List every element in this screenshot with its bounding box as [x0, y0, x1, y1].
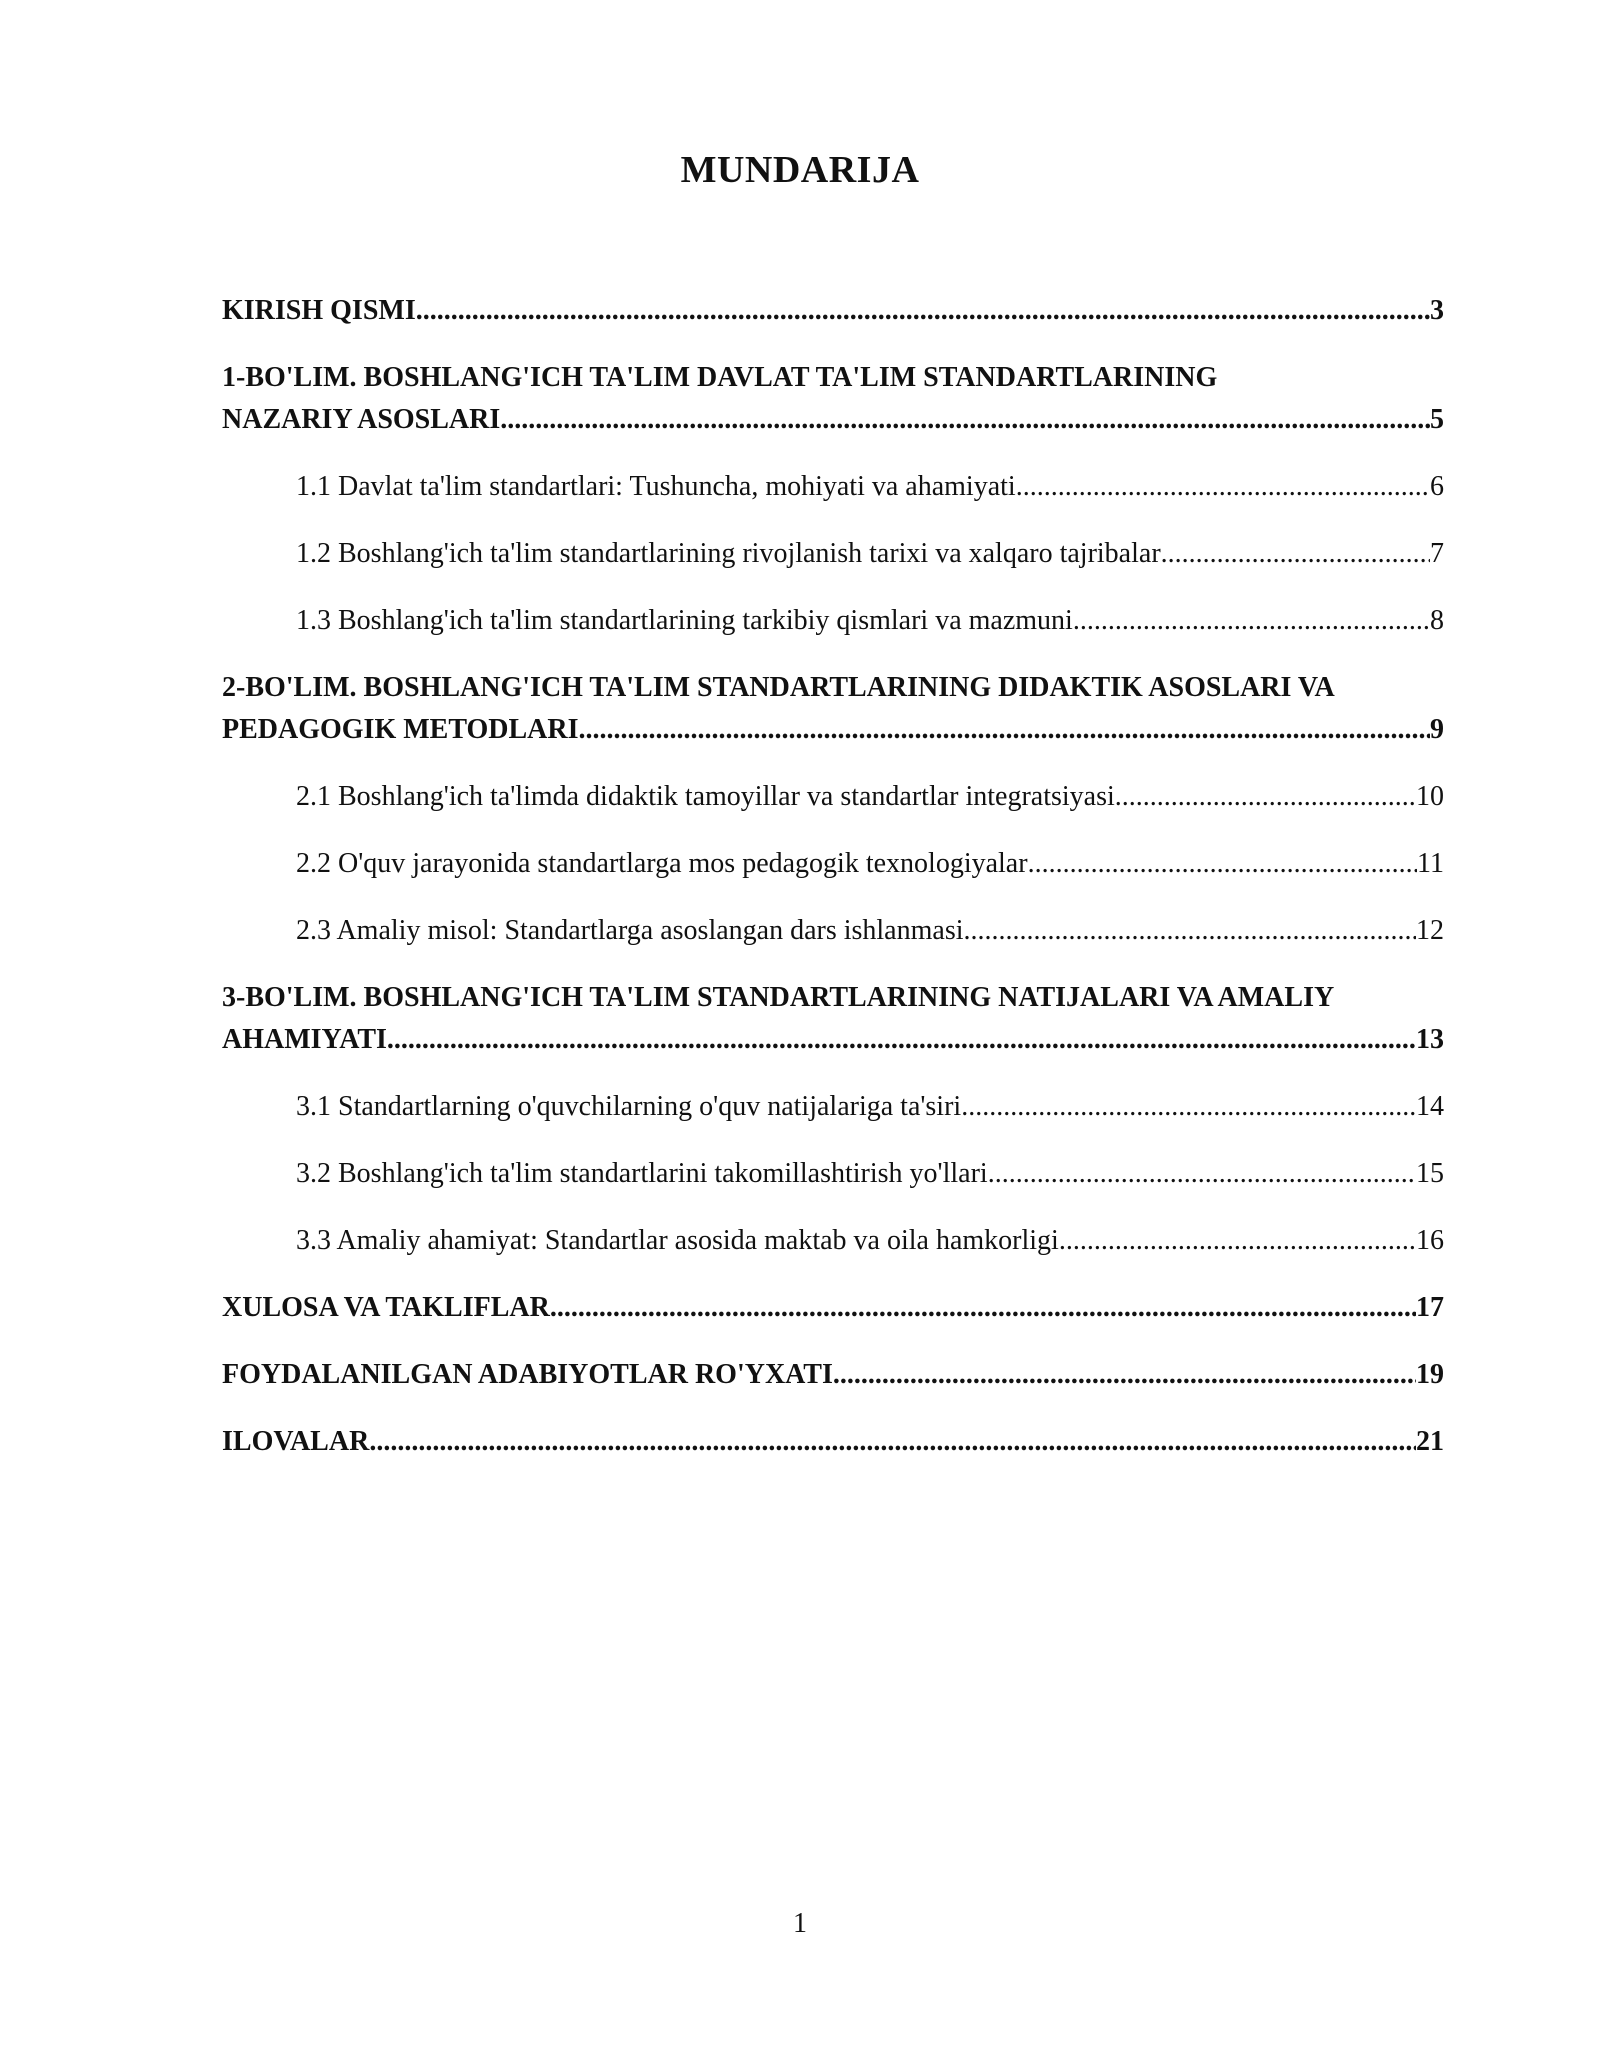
toc-dot-leader [1059, 1220, 1416, 1262]
toc-entry-label: 1-BO'LIM. BOSHLANG'ICH TA'LIM DAVLAT TA'LIM STANDARTLARINING [222, 362, 1218, 393]
toc-entry-1-1[interactable] [222, 466, 1444, 508]
toc-entry-2-1[interactable] [222, 776, 1444, 818]
toc-entry-chapter-1[interactable] [222, 357, 1444, 441]
toc-dot-leader [1073, 600, 1430, 642]
toc-entry-label: 3-BO'LIM. BOSHLANG'ICH TA'LIM STANDARTLARINING NATIJALARI VA AMALIY [222, 982, 1335, 1013]
toc-entry-label: 2.3 Amaliy misol: Standartlarga asoslangan dars ishlanmasi [296, 915, 964, 946]
toc-page-number: 3 [1430, 295, 1444, 326]
toc-page-number: 5 [1430, 404, 1444, 435]
toc-entry-label: 2.1 Boshlang'ich ta'limda didaktik tamoyillar va standartlar integratsiyasi [296, 781, 1115, 812]
toc-page-number: 6 [1430, 471, 1444, 502]
toc-entry-label: KIRISH QISMI [222, 295, 416, 326]
page-title: MUNDARIJA [680, 149, 920, 191]
toc-dot-leader [500, 399, 1430, 441]
toc-dot-leader [1115, 776, 1416, 818]
page-number: 1 [793, 1908, 807, 1939]
toc-entry-label: 2.2 O'quv jarayonida standartlarga mos pedagogik texnologiyalar [296, 848, 1028, 879]
table-of-contents [222, 290, 1444, 1488]
toc-entry-1-3[interactable] [222, 600, 1444, 642]
toc-page-number: 21 [1416, 1426, 1444, 1457]
toc-entry-xulosa[interactable] [222, 1287, 1444, 1329]
toc-entry-chapter-3[interactable] [222, 977, 1444, 1061]
toc-entry-label: 1.3 Boshlang'ich ta'lim standartlarining tarkibiy qismlari va mazmuni [296, 605, 1073, 636]
toc-page-number: 14 [1416, 1091, 1444, 1122]
toc-page-number: 12 [1416, 915, 1444, 946]
toc-entry-2-2[interactable] [222, 843, 1444, 885]
toc-entry-label: 3.2 Boshlang'ich ta'lim standartlarini takomillashtirish yo'llari [296, 1158, 988, 1189]
toc-entry-label: 2-BO'LIM. BOSHLANG'ICH TA'LIM STANDARTLARINING DIDAKTIK ASOSLARI VA [222, 672, 1335, 703]
toc-page-number: 13 [1416, 1024, 1444, 1055]
toc-page-number: 19 [1416, 1359, 1444, 1390]
toc-page-number: 9 [1430, 714, 1444, 745]
toc-entry-label: FOYDALANILGAN ADABIYOTLAR RO'YXATI [222, 1359, 833, 1390]
toc-dot-leader [369, 1421, 1416, 1463]
toc-entry-2-3[interactable] [222, 910, 1444, 952]
toc-entry-chapter-2[interactable] [222, 667, 1444, 751]
toc-dot-leader [988, 1153, 1416, 1195]
toc-page-number: 8 [1430, 605, 1444, 636]
toc-dot-leader [387, 1019, 1416, 1061]
toc-dot-leader [833, 1354, 1416, 1396]
toc-entry-label-continued: PEDAGOGIK METODLARI [222, 714, 579, 745]
toc-entry-label: 3.1 Standartlarning o'quvchilarning o'quv natijalariga ta'siri [296, 1091, 962, 1122]
toc-entry-label: 1.2 Boshlang'ich ta'lim standartlarining rivojlanish tarixi va xalqaro tajribalar [296, 538, 1161, 569]
toc-entry-label: XULOSA VA TAKLIFLAR [222, 1292, 550, 1323]
toc-entry-label-continued: AHAMIYATI [222, 1024, 387, 1055]
toc-page-number: 11 [1417, 848, 1444, 879]
toc-dot-leader [1028, 843, 1417, 885]
toc-page-number: 7 [1430, 538, 1444, 569]
toc-page-number: 10 [1416, 781, 1444, 812]
toc-entry-3-1[interactable] [222, 1086, 1444, 1128]
toc-dot-leader [579, 709, 1430, 751]
toc-entry-kirish[interactable] [222, 290, 1444, 332]
toc-entry-1-2[interactable] [222, 533, 1444, 575]
toc-page-number: 16 [1416, 1225, 1444, 1256]
toc-dot-leader [964, 910, 1417, 952]
toc-entry-label-continued: NAZARIY ASOSLARI [222, 404, 501, 435]
toc-page-number: 15 [1416, 1158, 1444, 1189]
toc-entry-3-2[interactable] [222, 1153, 1444, 1195]
toc-dot-leader [416, 290, 1430, 332]
toc-entry-adabiyotlar[interactable] [222, 1354, 1444, 1396]
toc-entry-ilovalar[interactable] [222, 1421, 1444, 1463]
toc-dot-leader [1161, 533, 1430, 575]
toc-dot-leader [1016, 466, 1430, 508]
toc-dot-leader [961, 1086, 1416, 1128]
toc-entry-3-3[interactable] [222, 1220, 1444, 1262]
toc-dot-leader [550, 1287, 1416, 1329]
toc-page-number: 17 [1416, 1292, 1444, 1323]
toc-entry-label: 3.3 Amaliy ahamiyat: Standartlar asosida maktab va oila hamkorligi [296, 1225, 1059, 1256]
toc-entry-label: 1.1 Davlat ta'lim standartlari: Tushuncha, mohiyati va ahamiyati [296, 471, 1016, 502]
toc-entry-label: ILOVALAR [222, 1426, 370, 1457]
